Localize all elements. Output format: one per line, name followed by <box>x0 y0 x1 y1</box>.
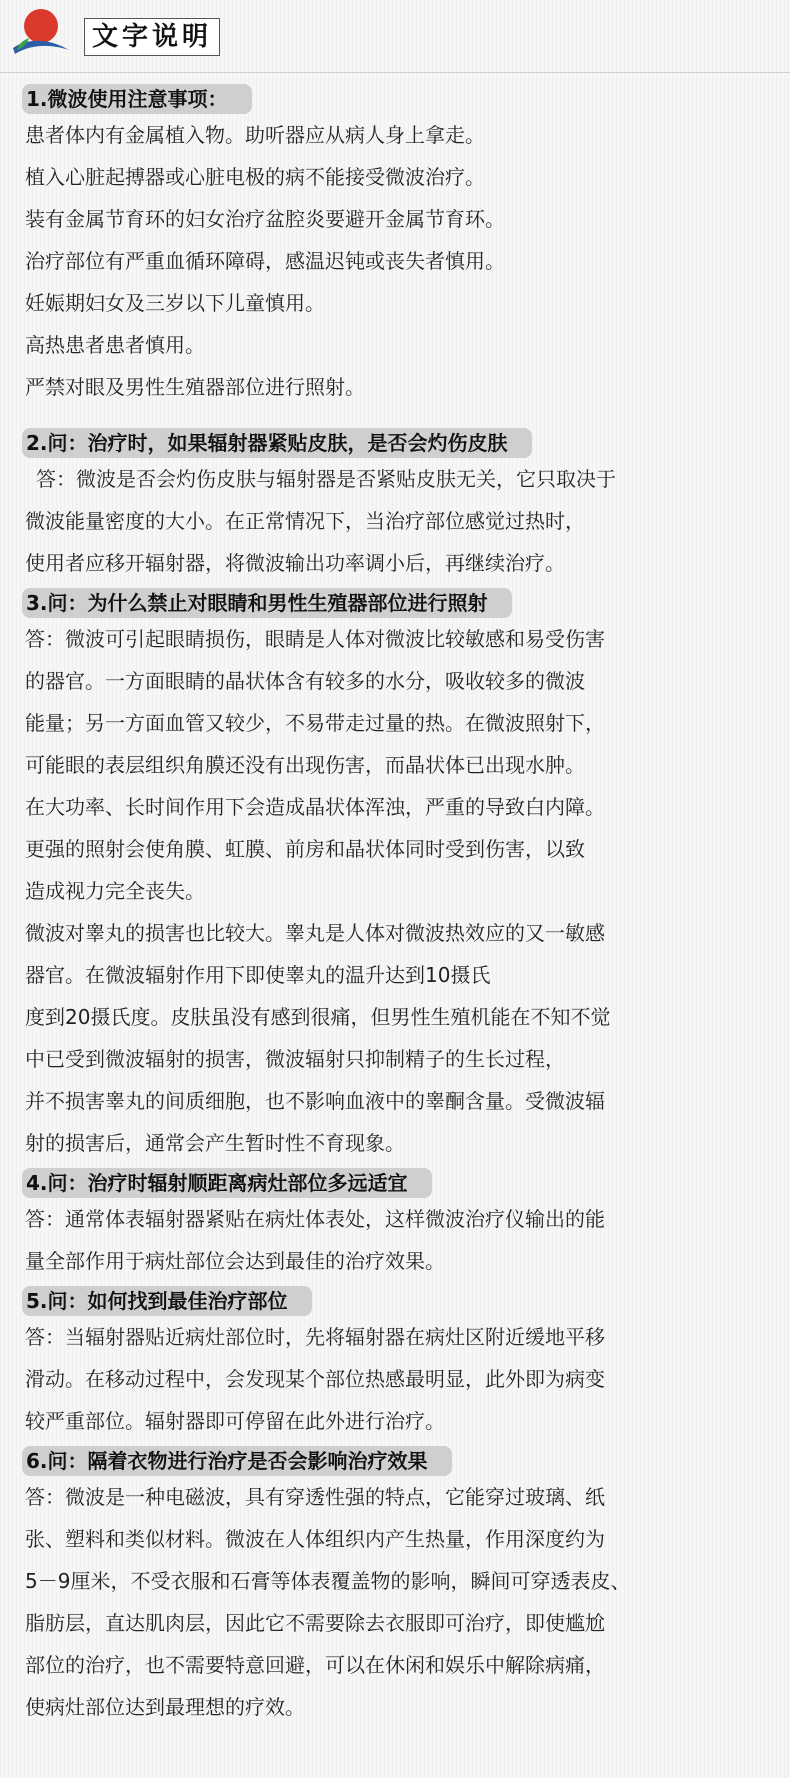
section-usage-precautions <box>25 84 774 408</box>
text-line: 答：当辐射器贴近病灶部位时，先将辐射器在病灶区附近缓地平移 <box>25 1325 605 1349</box>
text-line: 微波能量密度的大小。在正常情况下，当治疗部位感觉过热时， <box>25 509 585 533</box>
document-body <box>25 84 774 1728</box>
text-line: 使病灶部位达到最理想的疗效。 <box>25 1695 305 1719</box>
text-line: 部位的治疗，也不需要特意回避，可以在休闲和娱乐中解除病痛， <box>25 1653 605 1677</box>
text-line: 在大功率、长时间作用下会造成晶状体浑浊，严重的导致白内障。 <box>25 795 605 819</box>
section-heading: 5.问：如何找到最佳治疗部位 <box>22 1286 312 1316</box>
text-line: 答：通常体表辐射器紧贴在病灶体表处，这样微波治疗仪输出的能 <box>25 1207 605 1231</box>
section-distance-question <box>25 1164 774 1282</box>
text-line: 治疗部位有严重血循环障碍，感温迟钝或丧失者慎用。 <box>25 249 505 273</box>
section-heading: 6.问：隔着衣物进行治疗是否会影响治疗效果 <box>22 1446 452 1476</box>
logo-sun-icon <box>24 9 58 43</box>
text-line: 植入心脏起搏器或心脏电极的病不能接受微波治疗。 <box>25 165 485 189</box>
text-line: 的器官。一方面眼睛的晶状体含有较多的水分，吸收较多的微波 <box>25 669 585 693</box>
section-skin-burn-question <box>25 428 774 584</box>
text-line: 量全部作用于病灶部位会达到最佳的治疗效果。 <box>25 1249 445 1273</box>
text-line: 答：微波是一种电磁波，具有穿透性强的特点，它能穿过玻璃、纸 <box>25 1485 605 1509</box>
text-line: 造成视力完全丧失。 <box>25 879 205 903</box>
text-line: 装有金属节育环的妇女治疗盆腔炎要避开金属节育环。 <box>25 207 505 231</box>
text-line: 度到20摄氏度。皮肤虽没有感到很痛，但男性生殖机能在不知不觉 <box>25 1005 611 1029</box>
section-best-spot-question <box>25 1282 774 1442</box>
text-line: 严禁对眼及男性生殖器部位进行照射。 <box>25 375 365 399</box>
text-line: 脂肪层，直达肌肉层，因此它不需要除去衣服即可治疗，即使尴尬 <box>25 1611 605 1635</box>
text-line: 妊娠期妇女及三岁以下儿童慎用。 <box>25 291 325 315</box>
text-line: 5－9厘米，不受衣服和石膏等体表覆盖物的影响，瞬间可穿透表皮、 <box>25 1569 631 1593</box>
text-line: 患者体内有金属植入物。助听器应从病人身上拿走。 <box>25 123 485 147</box>
text-line: 高热患者患者慎用。 <box>25 333 205 357</box>
text-line: 中已受到微波辐射的损害，微波辐射只抑制精子的生长过程， <box>25 1047 565 1071</box>
text-line: 较严重部位。辐射器即可停留在此外进行治疗。 <box>25 1409 445 1433</box>
text-line: 可能眼的表层组织角膜还没有出现伤害，而晶状体已出现水肿。 <box>25 753 585 777</box>
text-line: 答：微波可引起眼睛损伤，眼睛是人体对微波比较敏感和易受伤害 <box>25 627 605 651</box>
text-line: 射的损害后，通常会产生暂时性不育现象。 <box>25 1131 405 1155</box>
text-line: 滑动。在移动过程中，会发现某个部位热感最明显，此外即为病变 <box>25 1367 605 1391</box>
text-line: 并不损害睾丸的间质细胞，也不影响血液中的睾酮含量。受微波辐 <box>25 1089 605 1113</box>
section-heading: 3.问：为什么禁止对眼睛和男性生殖器部位进行照射 <box>22 588 512 618</box>
section-clothing-question <box>25 1442 774 1728</box>
sun-wave-logo-icon <box>7 8 77 60</box>
text-line: 器官。在微波辐射作用下即使睾丸的温升达到10摄氏 <box>25 963 491 987</box>
page-title: 文字说明 <box>84 18 220 56</box>
section-heading: 2.问：治疗时，如果辐射器紧贴皮肤，是否会灼伤皮肤 <box>22 428 532 458</box>
text-line: 答：微波是否会灼伤皮肤与辐射器是否紧贴皮肤无关，它只取决于 <box>36 467 616 491</box>
text-line: 更强的照射会使角膜、虹膜、前房和晶状体同时受到伤害，以致 <box>25 837 585 861</box>
text-line: 使用者应移开辐射器，将微波输出功率调小后，再继续治疗。 <box>25 551 565 575</box>
section-heading: 4.问：治疗时辐射顺距离病灶部位多远适宜 <box>22 1168 432 1198</box>
text-line: 能量；另一方面血管又较少，不易带走过量的热。在微波照射下， <box>25 711 605 735</box>
section-eye-genital-question <box>25 584 774 1164</box>
header-divider <box>0 72 790 73</box>
text-line: 微波对睾丸的损害也比较大。睾丸是人体对微波热效应的又一敏感 <box>25 921 605 945</box>
section-heading: 1.微波使用注意事项： <box>22 84 252 114</box>
text-line: 张、塑料和类似材料。微波在人体组织内产生热量，作用深度约为 <box>25 1527 605 1551</box>
